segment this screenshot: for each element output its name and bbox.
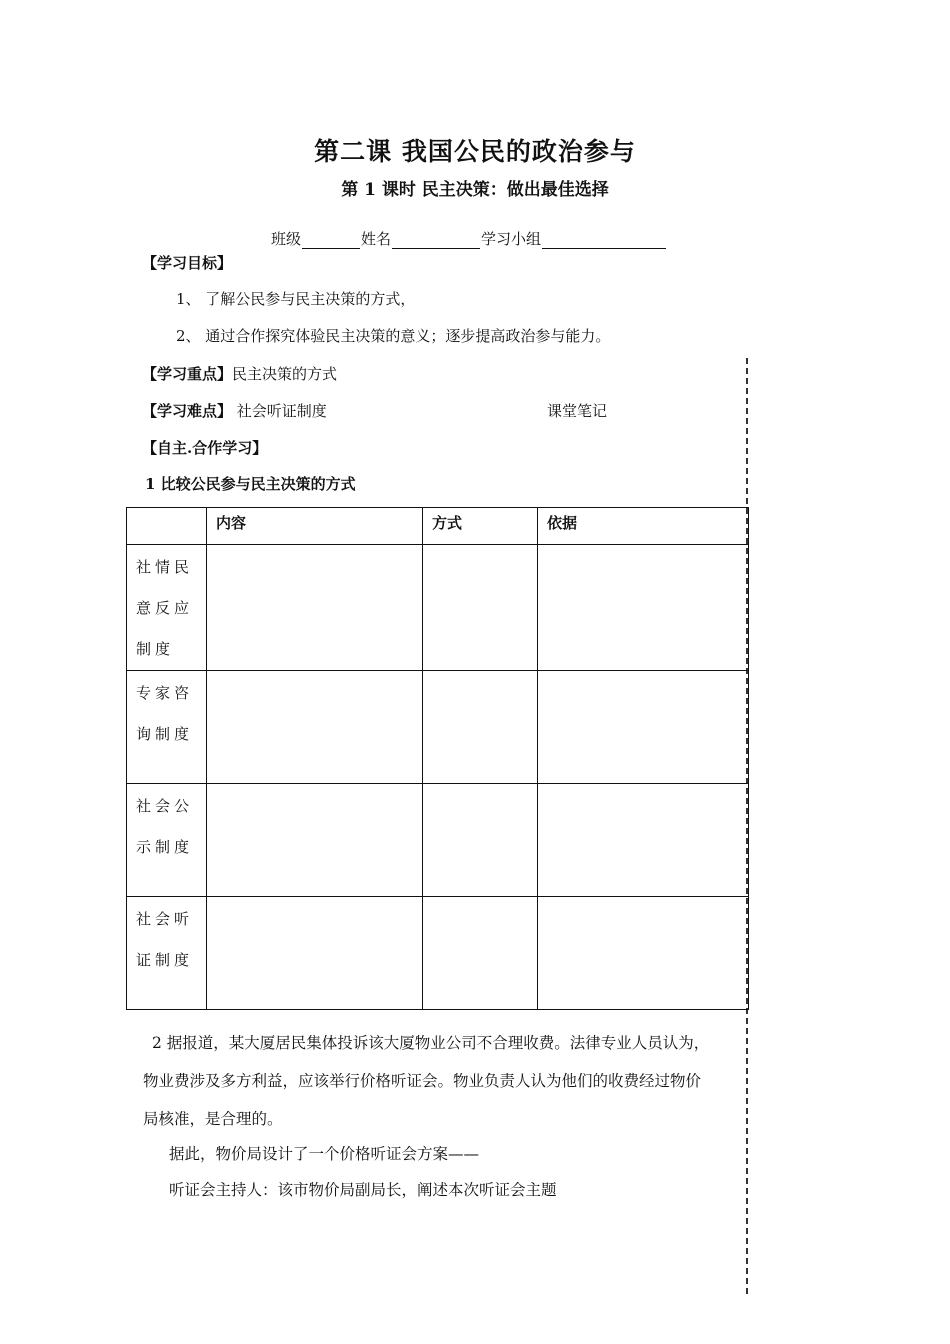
focus-heading: 【学习重点】 [142, 365, 233, 383]
content-cell[interactable] [207, 545, 423, 671]
table-row [127, 545, 749, 671]
case-paragraph-line: 2 据报道，某大厦居民集体投诉该大厦物业公司不合理收费。法律专业人员认为， [152, 1034, 710, 1052]
basis-cell[interactable] [538, 784, 749, 897]
header-method: 方式 [423, 508, 538, 545]
basis-cell[interactable] [538, 897, 749, 1010]
basis-cell[interactable] [538, 545, 749, 671]
row-label: 专家咨询制度 [127, 671, 207, 784]
focus-line [142, 363, 337, 384]
method-cell[interactable] [423, 545, 538, 671]
group-label: 学习小组 [481, 230, 542, 248]
content-cell[interactable] [207, 897, 423, 1010]
case-paragraph-line: 物业费涉及多方利益，应该举行价格听证会。物业负责人认为他们的收费经过物价 [143, 1072, 702, 1090]
header-basis: 依据 [538, 508, 749, 545]
method-cell[interactable] [423, 671, 538, 784]
case-paragraph: 据此，物价局设计了一个价格听证会方案—— [169, 1145, 480, 1163]
case-paragraph: 听证会主持人：该市物价局副局长，阐述本次听证会主题 [169, 1181, 557, 1199]
row-label: 社会公示制度 [127, 784, 207, 897]
student-info-line [271, 228, 667, 249]
difficulty-text: 社会听证制度 [236, 402, 327, 420]
method-cell[interactable] [423, 897, 538, 1010]
comparison-table [126, 507, 749, 1010]
class-blank[interactable] [302, 234, 360, 249]
content-cell[interactable] [207, 671, 423, 784]
header-cell-empty [127, 508, 207, 545]
page-title: 第二课 我国公民的政治参与 [314, 137, 636, 166]
focus-text: 民主决策的方式 [232, 365, 338, 383]
objective-item: 1、 了解公民参与民主决策的方式， [176, 290, 416, 308]
group-blank[interactable] [542, 234, 666, 249]
row-label: 社会听证制度 [127, 897, 207, 1010]
table-row [127, 784, 749, 897]
objective-item: 2、 通过合作探究体验民主决策的意义；逐步提高政治参与能力。 [176, 327, 611, 345]
class-label: 班级 [271, 230, 302, 248]
basis-cell[interactable] [538, 671, 749, 784]
content-cell[interactable] [207, 784, 423, 897]
question-1: 1 比较公民参与民主决策的方式 [145, 475, 356, 493]
name-label: 姓名 [361, 230, 392, 248]
page-subtitle: 第 1 课时 民主决策：做出最佳选择 [341, 180, 609, 200]
notes-label: 课堂笔记 [547, 402, 608, 420]
case-paragraph-line: 局核准，是合理的。 [143, 1110, 283, 1128]
difficulty-heading: 【学习难点】 [142, 402, 233, 420]
method-cell[interactable] [423, 784, 538, 897]
objectives-heading: 【学习目标】 [142, 254, 233, 272]
table-row [127, 897, 749, 1010]
row-label: 社情民意反应制度 [127, 545, 207, 671]
table-row [127, 671, 749, 784]
table-header-row [127, 508, 749, 545]
cooperative-heading: 【自主.合作学习】 [142, 439, 268, 457]
name-blank[interactable] [392, 234, 480, 249]
difficulty-line [142, 400, 327, 421]
header-content: 内容 [207, 508, 423, 545]
